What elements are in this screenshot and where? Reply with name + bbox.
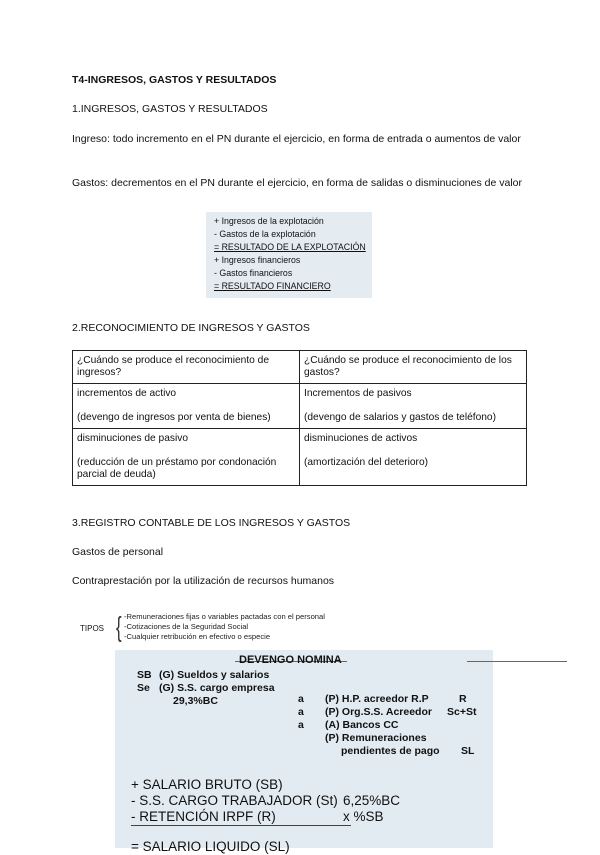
- debit-account: (G) Sueldos y salarios: [159, 669, 270, 681]
- connector: a: [298, 719, 304, 731]
- table-row: [73, 429, 527, 486]
- results-line: + Ingresos financieros: [214, 255, 301, 265]
- section-2-heading: 2.RECONOCIMIENTO DE INGRESOS Y GASTOS: [72, 322, 310, 334]
- table-header-cell: ¿Cuándo se produce el reconocimiento de ingresos?: [73, 351, 300, 384]
- cell-main: disminuciones de activos: [304, 433, 418, 444]
- tipos-item: -Cotizaciones de la Seguridad Social: [124, 622, 249, 631]
- gastos-personal-heading: Gastos de personal: [72, 546, 164, 558]
- credit-account: (P) Remuneraciones: [325, 732, 427, 744]
- results-line: = RESULTADO DE LA EXPLOTACIÓN: [214, 242, 366, 252]
- tipos-label: TIPOS: [80, 624, 105, 633]
- summary-value: 6,25%BC: [343, 793, 401, 808]
- divider: [467, 661, 567, 662]
- page-title: T4-INGRESOS, GASTOS Y RESULTADOS: [72, 74, 277, 86]
- summary-line: = SALARIO LIQUIDO (SL): [131, 839, 290, 854]
- credit-account: (P) Org.S.S. Acreedor: [325, 706, 432, 718]
- cell-note: (reducción de un préstamo por condonación parcial de deuda): [77, 457, 277, 480]
- credit-account: (P) H.P. acreedor R.P: [325, 693, 429, 705]
- devengo-nomina-box: [115, 650, 493, 854]
- devengo-title: DEVENGO NOMINA: [239, 654, 342, 666]
- summary-value: x %SB: [343, 809, 384, 824]
- results-line: - Gastos financieros: [214, 268, 293, 278]
- debit-percentage: 29,3%BC: [173, 695, 218, 707]
- cell-note: (devengo de salarios y gastos de teléfono): [304, 412, 496, 423]
- table-cell: [300, 429, 527, 486]
- table-row: [73, 384, 527, 429]
- table-cell: [73, 384, 300, 429]
- results-box: [206, 212, 372, 298]
- debit-code: SB: [137, 669, 152, 681]
- cell-note: (amortización del deterioro): [304, 457, 429, 468]
- table-header-cell: ¿Cuándo se produce el reconocimiento de los gastos?: [300, 351, 527, 384]
- summary-divider: [131, 825, 351, 826]
- credit-code: SL: [461, 745, 475, 757]
- results-line: = RESULTADO FINANCIERO: [214, 281, 331, 291]
- credit-code: R: [459, 693, 467, 705]
- cell-main: Incrementos de pasivos: [304, 388, 412, 399]
- section-3-heading: 3.REGISTRO CONTABLE DE LOS INGRESOS Y GASTOS: [72, 517, 351, 529]
- ingreso-definition: Ingreso: todo incremento en el PN durante el ejercicio, en forma de entrada o aumentos de valor: [72, 133, 521, 145]
- tipos-item: -Cualquier retribución en efectivo o especie: [124, 632, 271, 641]
- results-line: - Gastos de la explotación: [214, 229, 316, 239]
- cell-main: incrementos de activo: [77, 388, 177, 399]
- results-line: + Ingresos de la explotación: [214, 216, 324, 226]
- table-cell: [300, 384, 527, 429]
- gastos-definition: Gastos: decrementos en el PN durante el ejercicio, en forma de salidas o disminuciones de valor: [72, 177, 522, 189]
- brace-icon: {: [116, 611, 122, 642]
- summary-line: + SALARIO BRUTO (SB): [131, 777, 283, 792]
- credit-code: Sc+St: [447, 706, 477, 718]
- connector: a: [298, 706, 304, 718]
- summary-line: - S.S. CARGO TRABAJADOR (St): [131, 793, 338, 808]
- debit-account: (G) S.S. cargo empresa: [159, 682, 275, 694]
- credit-account: (A) Bancos CC: [325, 719, 399, 731]
- debit-code: Se: [137, 682, 150, 694]
- section-1-heading: 1.INGRESOS, GASTOS Y RESULTADOS: [72, 103, 268, 115]
- summary-line: - RETENCIÓN IRPF (R): [131, 809, 276, 824]
- tipos-item: -Remuneraciones fijas o variables pactadas con el personal: [124, 612, 325, 621]
- cell-note: (devengo de ingresos por venta de bienes): [77, 412, 271, 423]
- table-row: [73, 351, 527, 384]
- cell-main: disminuciones de pasivo: [77, 433, 188, 444]
- table-cell: [73, 429, 300, 486]
- credit-account: pendientes de pago: [341, 745, 440, 757]
- gastos-personal-description: Contraprestación por la utilización de recursos humanos: [72, 575, 335, 587]
- recognition-table: [72, 350, 527, 486]
- connector: a: [298, 693, 304, 705]
